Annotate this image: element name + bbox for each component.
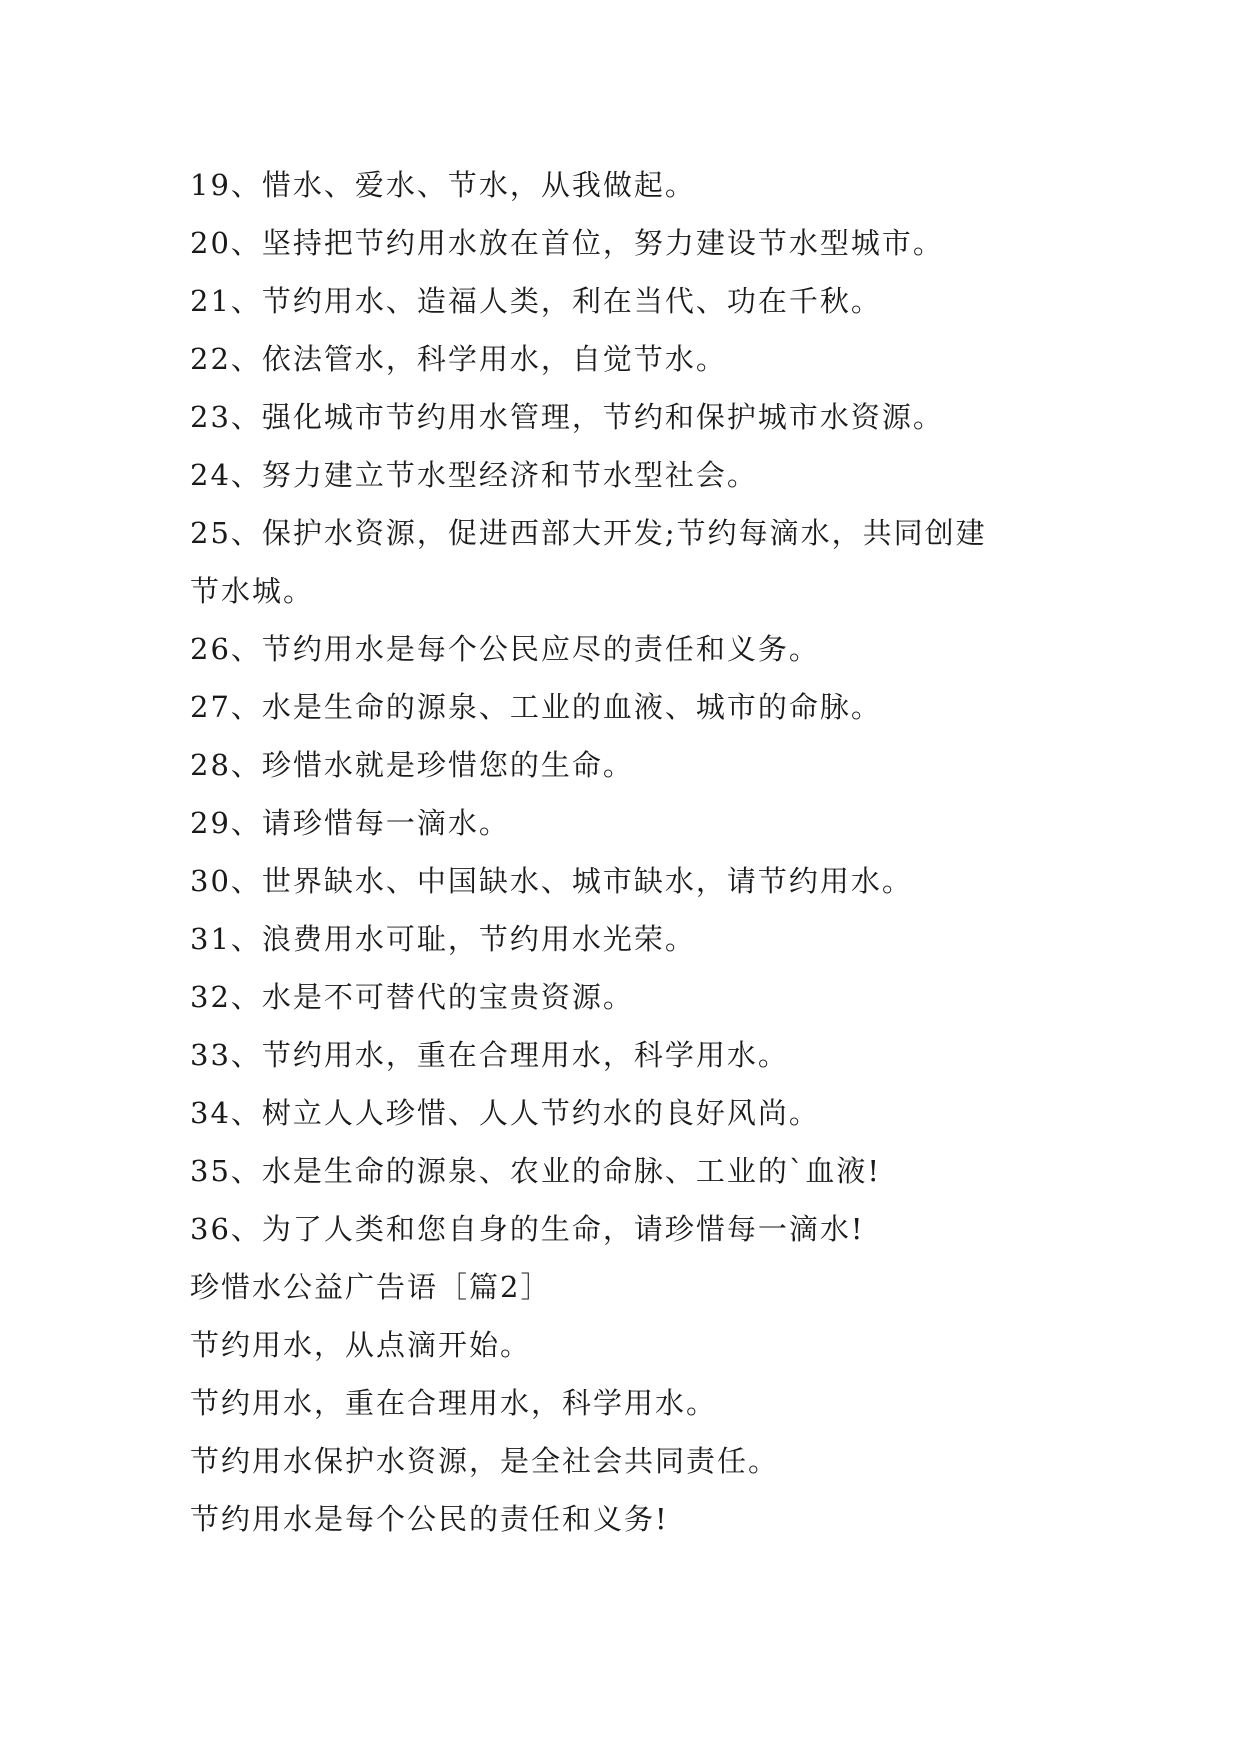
slogan-line-28: 28、珍惜水就是珍惜您的生命。 [190,748,634,782]
slogan-line-24: 24、努力建立节水型经济和节水型社会。 [190,458,758,492]
slogan-line-20: 20、坚持把节约用水放在首位，努力建设节水型城市。 [190,226,944,260]
slogan-line-26: 26、节约用水是每个公民应尽的责任和义务。 [190,632,820,666]
slogan-line-34: 34、树立人人珍惜、人人节约水的良好风尚。 [190,1096,820,1130]
slogan-line-36: 36、为了人类和您自身的生命，请珍惜每一滴水! [190,1212,865,1246]
section-heading: 珍惜水公益广告语［篇2］ [190,1270,552,1304]
slogan-line: 节约用水是每个公民的责任和义务! [190,1502,669,1536]
slogan-line-30: 30、世界缺水、中国缺水、城市缺水，请节约用水。 [190,864,913,898]
slogan-line-31: 31、浪费用水可耻，节约用水光荣。 [190,922,696,956]
slogan-line-33: 33、节约用水，重在合理用水，科学用水。 [190,1038,789,1072]
slogan-line-32: 32、水是不可替代的宝贵资源。 [190,980,634,1014]
slogan-line-23: 23、强化城市节约用水管理，节约和保护城市水资源。 [190,400,944,434]
slogan-line: 节约用水保护水资源，是全社会共同责任。 [190,1444,780,1478]
slogan-line-27: 27、水是生命的源泉、工业的血液、城市的命脉。 [190,690,882,724]
slogan-line: 节约用水，重在合理用水，科学用水。 [190,1386,718,1420]
slogan-line-25-continued: 节水城。 [190,574,315,608]
slogan-line-29: 29、请珍惜每一滴水。 [190,806,510,840]
slogan-line: 节约用水，从点滴开始。 [190,1328,532,1362]
slogan-line-25: 25、保护水资源，促进西部大开发;节约每滴水，共同创建 [190,516,987,550]
slogan-line-21: 21、节约用水、造福人类，利在当代、功在千秋。 [190,284,882,318]
slogan-line-19: 19、惜水、爱水、节水，从我做起。 [190,168,696,202]
slogan-line-35: 35、水是生命的源泉、农业的命脉、工业的`血液! [190,1154,882,1188]
slogan-line-22: 22、依法管水，科学用水，自觉节水。 [190,342,727,376]
document-body [190,156,1070,1548]
